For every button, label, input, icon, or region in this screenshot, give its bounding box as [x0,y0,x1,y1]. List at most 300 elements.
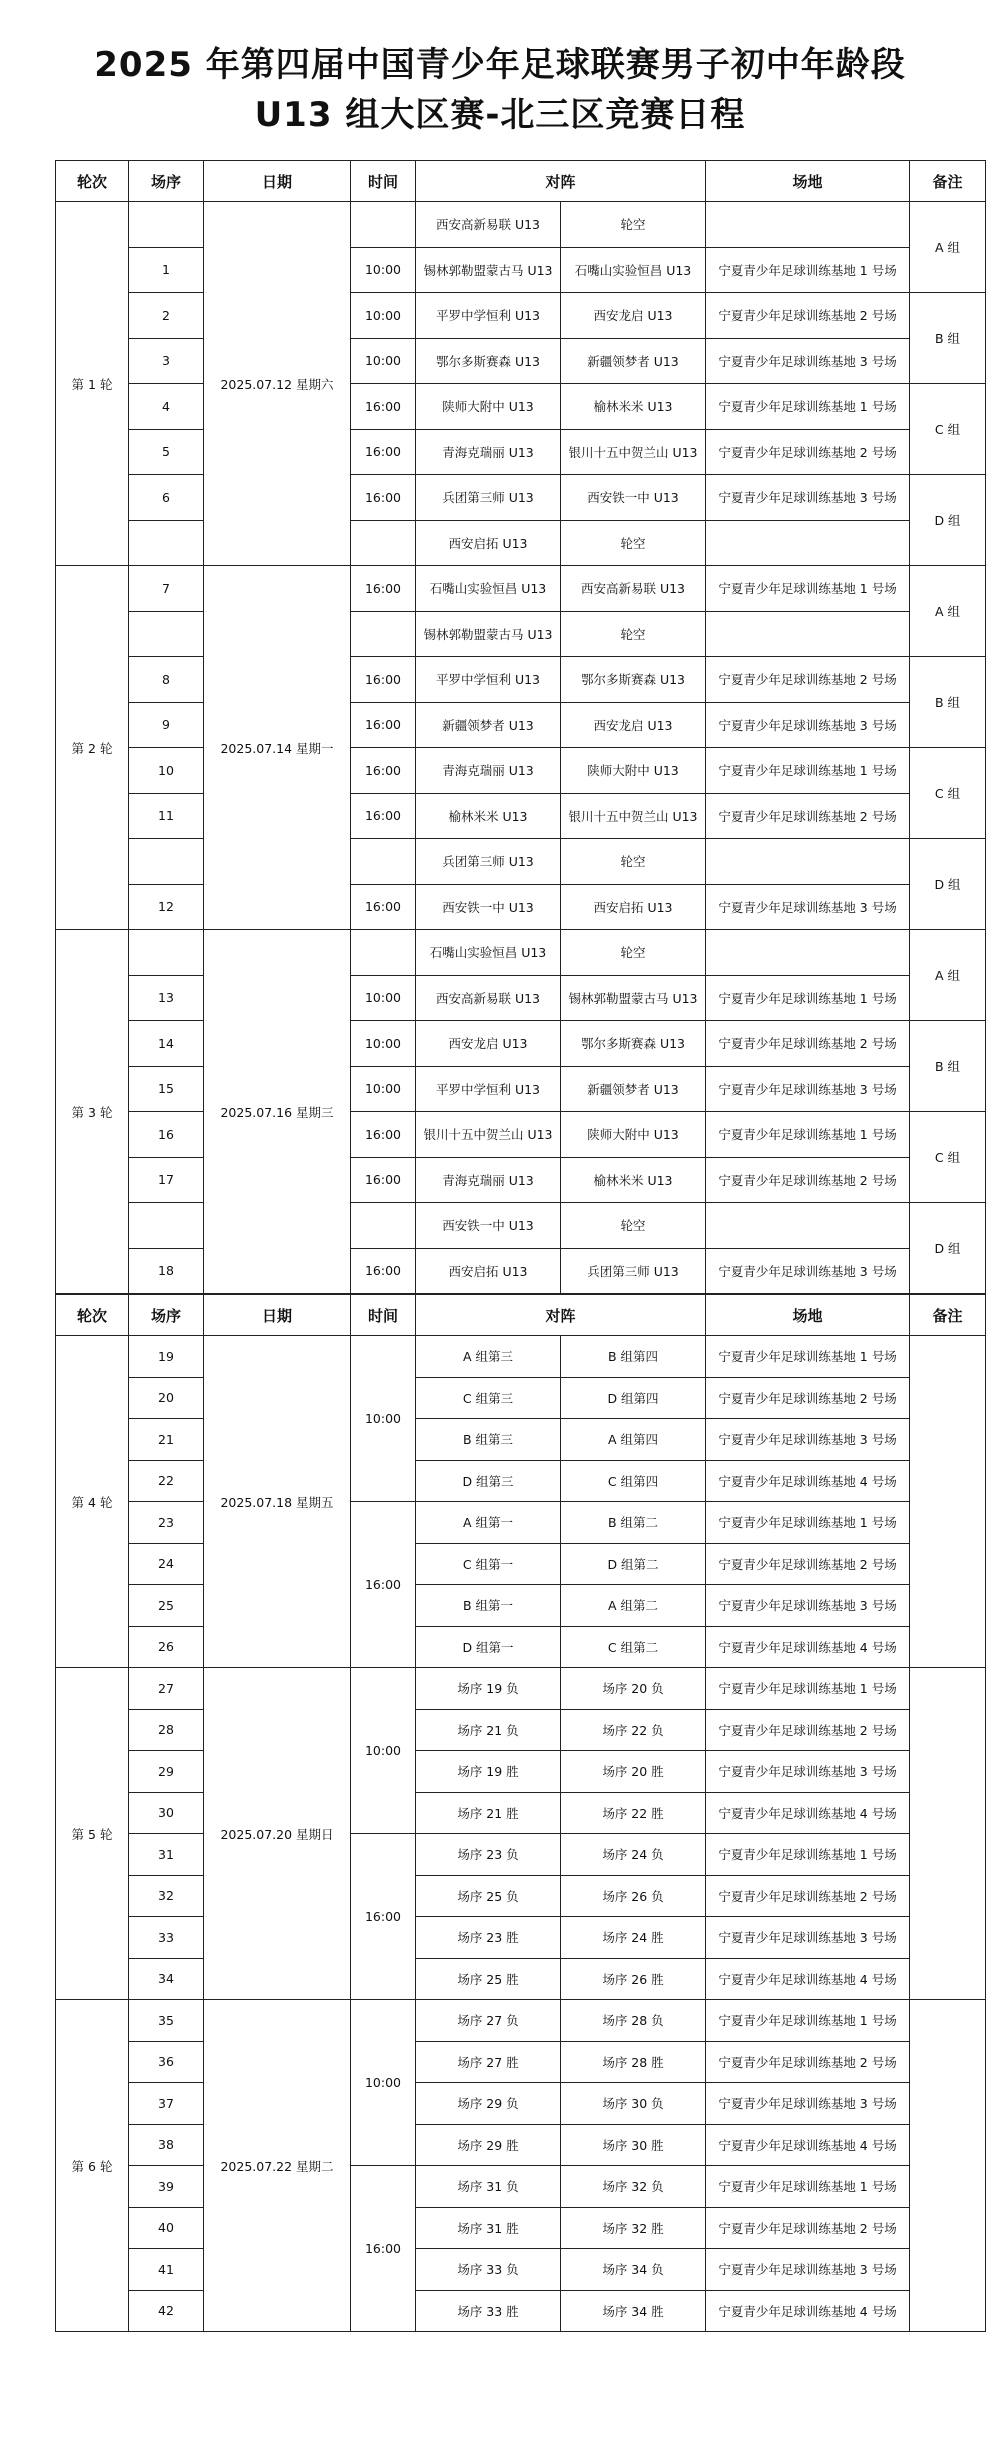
match-number-cell: 33 [129,1917,204,1959]
table-row [56,839,986,885]
group-note-cell: A 组 [910,202,986,293]
header-date: 日期 [204,161,351,202]
away-team-cell: 轮空 [561,839,706,885]
round-cell: 第 2 轮 [56,566,129,930]
venue-cell: 宁夏青少年足球训练基地 2 号场 [706,293,910,339]
venue-cell: 宁夏青少年足球训练基地 4 号场 [706,2290,910,2332]
match-number-cell: 1 [129,247,204,293]
time-cell [351,202,416,248]
document-title-line-1: 2025 年第四届中国青少年足球联赛男子初中年龄段 [94,45,906,85]
home-team-cell: 青海克瑞丽 U13 [416,1157,561,1203]
home-team-cell: 榆林米米 U13 [416,793,561,839]
venue-cell: 宁夏青少年足球训练基地 2 号场 [706,2207,910,2249]
time-cell: 10:00 [351,247,416,293]
group-note-cell: B 组 [910,1021,986,1112]
home-team-cell: 兵团第三师 U13 [416,839,561,885]
home-team-cell: 青海克瑞丽 U13 [416,748,561,794]
venue-cell: 宁夏青少年足球训练基地 1 号场 [706,1502,910,1544]
table-row [56,930,986,976]
venue-cell: 宁夏青少年足球训练基地 1 号场 [706,2000,910,2042]
venue-cell [706,839,910,885]
home-team-cell: 石嘴山实验恒昌 U13 [416,930,561,976]
time-cell [351,520,416,566]
venue-cell: 宁夏青少年足球训练基地 2 号场 [706,1157,910,1203]
away-team-cell: 场序 26 胜 [561,1958,706,2000]
match-number-cell: 29 [129,1751,204,1793]
group-note-cell: D 组 [910,475,986,566]
round-cell: 第 4 轮 [56,1336,129,1668]
match-number-cell: 35 [129,2000,204,2042]
table-row [56,384,986,430]
time-cell: 16:00 [351,657,416,703]
date-cell: 2025.07.18 星期五 [204,1336,351,1668]
away-team-cell: B 组第二 [561,1502,706,1544]
venue-cell: 宁夏青少年足球训练基地 3 号场 [706,2249,910,2291]
group-note-cell: C 组 [910,384,986,475]
home-team-cell: 场序 33 负 [416,2249,561,2291]
table-row [56,2124,986,2166]
venue-cell: 宁夏青少年足球训练基地 1 号场 [706,2166,910,2208]
home-team-cell: 场序 31 负 [416,2166,561,2208]
time-cell: 10:00 [351,1668,416,1834]
time-cell: 16:00 [351,475,416,521]
table-row [56,2083,986,2125]
away-team-cell: 场序 22 负 [561,1709,706,1751]
header-round: 轮次 [56,1295,129,1336]
match-number-cell: 21 [129,1419,204,1461]
group-note-cell: A 组 [910,930,986,1021]
match-number-cell: 19 [129,1336,204,1378]
away-team-cell: 榆林米米 U13 [561,1157,706,1203]
venue-cell [706,611,910,657]
table-row [56,1377,986,1419]
home-team-cell: 平罗中学恒利 U13 [416,1066,561,1112]
match-number-cell: 24 [129,1543,204,1585]
away-team-cell: 兵团第三师 U13 [561,1248,706,1294]
home-team-cell: A 组第一 [416,1502,561,1544]
home-team-cell: 锡林郭勒盟蒙古马 U13 [416,611,561,657]
home-team-cell: 场序 23 负 [416,1834,561,1876]
home-team-cell: 青海克瑞丽 U13 [416,429,561,475]
table-row [56,793,986,839]
time-cell [351,930,416,976]
away-team-cell: 鄂尔多斯赛森 U13 [561,1021,706,1067]
table-row [56,1419,986,1461]
header-matchup: 对阵 [416,161,706,202]
venue-cell: 宁夏青少年足球训练基地 2 号场 [706,793,910,839]
venue-cell: 宁夏青少年足球训练基地 1 号场 [706,247,910,293]
table-row [56,202,986,248]
away-team-cell: 轮空 [561,1203,706,1249]
date-cell: 2025.07.12 星期六 [204,202,351,566]
venue-cell [706,202,910,248]
round-cell: 第 1 轮 [56,202,129,566]
away-team-cell: 银川十五中贺兰山 U13 [561,429,706,475]
match-number-cell: 3 [129,338,204,384]
table-row [56,429,986,475]
table-row [56,702,986,748]
group-note-cell: D 组 [910,1203,986,1294]
away-team-cell: 锡林郭勒盟蒙古马 U13 [561,975,706,1021]
away-team-cell: D 组第四 [561,1377,706,1419]
home-team-cell: 西安高新易联 U13 [416,975,561,1021]
home-team-cell: 场序 29 负 [416,2083,561,2125]
match-number-cell: 36 [129,2041,204,2083]
away-team-cell: B 组第四 [561,1336,706,1378]
time-cell: 16:00 [351,884,416,930]
time-cell: 10:00 [351,1336,416,1502]
away-team-cell: 西安高新易联 U13 [561,566,706,612]
match-number-cell: 8 [129,657,204,703]
match-number-cell: 2 [129,293,204,339]
away-team-cell: 场序 28 负 [561,2000,706,2042]
venue-cell: 宁夏青少年足球训练基地 2 号场 [706,1875,910,1917]
table-row [56,975,986,1021]
match-number-cell [129,839,204,885]
table-row [56,1875,986,1917]
home-team-cell: 银川十五中贺兰山 U13 [416,1112,561,1158]
away-team-cell: 场序 30 负 [561,2083,706,2125]
match-number-cell: 40 [129,2207,204,2249]
home-team-cell: 陕师大附中 U13 [416,384,561,430]
header-matchup: 对阵 [416,1295,706,1336]
venue-cell: 宁夏青少年足球训练基地 1 号场 [706,1834,910,1876]
home-team-cell: 场序 27 负 [416,2000,561,2042]
table-row [56,1203,986,1249]
away-team-cell: 新疆领梦者 U13 [561,1066,706,1112]
away-team-cell: 轮空 [561,520,706,566]
time-cell: 16:00 [351,1157,416,1203]
home-team-cell: C 组第一 [416,1543,561,1585]
match-number-cell: 7 [129,566,204,612]
venue-cell: 宁夏青少年足球训练基地 2 号场 [706,1543,910,1585]
away-team-cell: 轮空 [561,930,706,976]
table-row [56,1460,986,1502]
venue-cell: 宁夏青少年足球训练基地 4 号场 [706,1626,910,1668]
away-team-cell: 银川十五中贺兰山 U13 [561,793,706,839]
home-team-cell: 新疆领梦者 U13 [416,702,561,748]
table-row [56,1709,986,1751]
match-number-cell: 15 [129,1066,204,1112]
venue-cell: 宁夏青少年足球训练基地 1 号场 [706,1668,910,1710]
away-team-cell: 场序 24 胜 [561,1917,706,1959]
match-number-cell: 14 [129,1021,204,1067]
table-row [56,1626,986,1668]
table-row [56,1066,986,1112]
group-note-cell: D 组 [910,839,986,930]
note-cell [910,1336,986,1668]
away-team-cell: 陕师大附中 U13 [561,748,706,794]
round-cell: 第 6 轮 [56,2000,129,2332]
table-row [56,1543,986,1585]
home-team-cell: D 组第三 [416,1460,561,1502]
header-time: 时间 [351,1295,416,1336]
away-team-cell: 陕师大附中 U13 [561,1112,706,1158]
date-cell: 2025.07.14 星期一 [204,566,351,930]
table-row [56,1157,986,1203]
venue-cell: 宁夏青少年足球训练基地 1 号场 [706,566,910,612]
document-title-line-2: U13 组大区赛-北三区竞赛日程 [254,95,746,135]
time-cell: 10:00 [351,338,416,384]
table-row [56,2000,986,2042]
venue-cell: 宁夏青少年足球训练基地 4 号场 [706,1792,910,1834]
away-team-cell: A 组第四 [561,1419,706,1461]
time-cell: 16:00 [351,702,416,748]
venue-cell: 宁夏青少年足球训练基地 2 号场 [706,2041,910,2083]
home-team-cell: 西安龙启 U13 [416,1021,561,1067]
venue-cell: 宁夏青少年足球训练基地 3 号场 [706,1917,910,1959]
match-number-cell: 37 [129,2083,204,2125]
time-cell [351,839,416,885]
venue-cell: 宁夏青少年足球训练基地 2 号场 [706,657,910,703]
home-team-cell: 场序 25 胜 [416,1958,561,2000]
header-match-number: 场序 [129,1295,204,1336]
header-time: 时间 [351,161,416,202]
away-team-cell: 场序 20 负 [561,1668,706,1710]
venue-cell: 宁夏青少年足球训练基地 1 号场 [706,975,910,1021]
home-team-cell: 平罗中学恒利 U13 [416,657,561,703]
home-team-cell: 场序 31 胜 [416,2207,561,2249]
home-team-cell: 场序 25 负 [416,1875,561,1917]
match-number-cell: 30 [129,1792,204,1834]
venue-cell [706,930,910,976]
venue-cell: 宁夏青少年足球训练基地 3 号场 [706,1751,910,1793]
away-team-cell: 场序 26 负 [561,1875,706,1917]
time-cell: 10:00 [351,975,416,1021]
venue-cell: 宁夏青少年足球训练基地 3 号场 [706,475,910,521]
table-row [56,1021,986,1067]
match-number-cell [129,520,204,566]
home-team-cell: 场序 21 胜 [416,1792,561,1834]
venue-cell: 宁夏青少年足球训练基地 3 号场 [706,2083,910,2125]
away-team-cell: A 组第二 [561,1585,706,1627]
schedule-table-group-stage [55,160,986,1294]
venue-cell: 宁夏青少年足球训练基地 1 号场 [706,1112,910,1158]
group-note-cell: A 组 [910,566,986,657]
table-row [56,1248,986,1294]
venue-cell: 宁夏青少年足球训练基地 2 号场 [706,1377,910,1419]
time-cell: 10:00 [351,293,416,339]
table-header-row [56,1295,986,1336]
home-team-cell: B 组第一 [416,1585,561,1627]
time-cell: 16:00 [351,566,416,612]
match-number-cell: 28 [129,1709,204,1751]
round-cell: 第 3 轮 [56,930,129,1294]
table-row [56,1751,986,1793]
table-row [56,1792,986,1834]
time-cell: 16:00 [351,793,416,839]
home-team-cell: 石嘴山实验恒昌 U13 [416,566,561,612]
table-header-row [56,161,986,202]
away-team-cell: C 组第四 [561,1460,706,1502]
table-row [56,2166,986,2208]
table-row [56,293,986,339]
match-number-cell: 11 [129,793,204,839]
header-venue: 场地 [706,161,910,202]
time-cell: 16:00 [351,1834,416,2000]
away-team-cell: 场序 34 负 [561,2249,706,2291]
group-note-cell: B 组 [910,657,986,748]
time-cell: 16:00 [351,748,416,794]
table-row [56,611,986,657]
table-row [56,1336,986,1378]
venue-cell: 宁夏青少年足球训练基地 3 号场 [706,884,910,930]
match-number-cell: 41 [129,2249,204,2291]
away-team-cell: 轮空 [561,611,706,657]
header-note: 备注 [910,1295,986,1336]
table-row [56,566,986,612]
away-team-cell: 场序 22 胜 [561,1792,706,1834]
group-note-cell: C 组 [910,748,986,839]
header-note: 备注 [910,161,986,202]
group-note-cell: C 组 [910,1112,986,1203]
venue-cell: 宁夏青少年足球训练基地 4 号场 [706,1958,910,2000]
time-cell: 10:00 [351,1021,416,1067]
away-team-cell: 轮空 [561,202,706,248]
venue-cell: 宁夏青少年足球训练基地 3 号场 [706,1066,910,1112]
home-team-cell: 西安铁一中 U13 [416,1203,561,1249]
away-team-cell: 场序 32 胜 [561,2207,706,2249]
time-cell: 16:00 [351,2166,416,2332]
away-team-cell: 鄂尔多斯赛森 U13 [561,657,706,703]
away-team-cell: 新疆领梦者 U13 [561,338,706,384]
match-number-cell: 6 [129,475,204,521]
header-venue: 场地 [706,1295,910,1336]
header-round: 轮次 [56,161,129,202]
venue-cell: 宁夏青少年足球训练基地 3 号场 [706,1419,910,1461]
table-row [56,657,986,703]
time-cell [351,611,416,657]
away-team-cell: 场序 30 胜 [561,2124,706,2166]
match-number-cell: 9 [129,702,204,748]
time-cell: 16:00 [351,1248,416,1294]
date-cell: 2025.07.20 星期日 [204,1668,351,2000]
home-team-cell: 场序 21 负 [416,1709,561,1751]
match-number-cell: 18 [129,1248,204,1294]
away-team-cell: 场序 34 胜 [561,2290,706,2332]
venue-cell: 宁夏青少年足球训练基地 4 号场 [706,1460,910,1502]
venue-cell: 宁夏青少年足球训练基地 3 号场 [706,338,910,384]
match-number-cell: 31 [129,1834,204,1876]
venue-cell: 宁夏青少年足球训练基地 4 号场 [706,2124,910,2166]
table-row [56,247,986,293]
note-cell [910,1668,986,2000]
venue-cell [706,1203,910,1249]
venue-cell: 宁夏青少年足球训练基地 2 号场 [706,1709,910,1751]
home-team-cell: 兵团第三师 U13 [416,475,561,521]
away-team-cell: 西安龙启 U13 [561,702,706,748]
away-team-cell: C 组第二 [561,1626,706,1668]
table-row [56,1668,986,1710]
table-row [56,1917,986,1959]
home-team-cell: 西安铁一中 U13 [416,884,561,930]
time-cell: 16:00 [351,384,416,430]
table-row [56,520,986,566]
home-team-cell: 鄂尔多斯赛森 U13 [416,338,561,384]
away-team-cell: 西安龙启 U13 [561,293,706,339]
schedule-table-knockout-stage [55,1294,986,2332]
match-number-cell [129,611,204,657]
time-cell [351,1203,416,1249]
table-row [56,2290,986,2332]
home-team-cell: 场序 29 胜 [416,2124,561,2166]
home-team-cell: D 组第一 [416,1626,561,1668]
table-row [56,1112,986,1158]
table-row [56,2249,986,2291]
match-number-cell: 39 [129,2166,204,2208]
note-cell [910,2000,986,2332]
home-team-cell: 场序 19 负 [416,1668,561,1710]
away-team-cell: 西安铁一中 U13 [561,475,706,521]
date-cell: 2025.07.16 星期三 [204,930,351,1294]
match-number-cell: 42 [129,2290,204,2332]
match-number-cell: 13 [129,975,204,1021]
home-team-cell: 场序 19 胜 [416,1751,561,1793]
home-team-cell: 场序 23 胜 [416,1917,561,1959]
home-team-cell: 西安启拓 U13 [416,520,561,566]
home-team-cell: 西安启拓 U13 [416,1248,561,1294]
match-number-cell: 22 [129,1460,204,1502]
match-number-cell: 38 [129,2124,204,2166]
match-number-cell: 5 [129,429,204,475]
venue-cell: 宁夏青少年足球训练基地 2 号场 [706,1021,910,1067]
home-team-cell: A 组第三 [416,1336,561,1378]
match-number-cell [129,930,204,976]
home-team-cell: C 组第三 [416,1377,561,1419]
date-cell: 2025.07.22 星期二 [204,2000,351,2332]
match-number-cell: 27 [129,1668,204,1710]
match-number-cell: 16 [129,1112,204,1158]
time-cell: 10:00 [351,1066,416,1112]
table-row [56,338,986,384]
venue-cell: 宁夏青少年足球训练基地 3 号场 [706,702,910,748]
match-number-cell: 12 [129,884,204,930]
venue-cell: 宁夏青少年足球训练基地 3 号场 [706,1585,910,1627]
match-number-cell: 4 [129,384,204,430]
away-team-cell: 场序 28 胜 [561,2041,706,2083]
venue-cell: 宁夏青少年足球训练基地 2 号场 [706,429,910,475]
table-row [56,1502,986,1544]
table-row [56,1834,986,1876]
match-number-cell: 10 [129,748,204,794]
venue-cell [706,520,910,566]
table-row [56,475,986,521]
away-team-cell: 榆林米米 U13 [561,384,706,430]
time-cell: 16:00 [351,1112,416,1158]
home-team-cell: 西安高新易联 U13 [416,202,561,248]
match-number-cell: 32 [129,1875,204,1917]
venue-cell: 宁夏青少年足球训练基地 1 号场 [706,384,910,430]
table-row [56,884,986,930]
away-team-cell: 场序 24 负 [561,1834,706,1876]
match-number-cell: 17 [129,1157,204,1203]
match-number-cell [129,1203,204,1249]
table-row [56,1958,986,2000]
venue-cell: 宁夏青少年足球训练基地 1 号场 [706,1336,910,1378]
away-team-cell: D 组第二 [561,1543,706,1585]
table-row [56,2207,986,2249]
time-cell: 16:00 [351,429,416,475]
home-team-cell: B 组第三 [416,1419,561,1461]
header-date: 日期 [204,1295,351,1336]
match-number-cell: 26 [129,1626,204,1668]
home-team-cell: 场序 27 胜 [416,2041,561,2083]
header-match-number: 场序 [129,161,204,202]
venue-cell: 宁夏青少年足球训练基地 3 号场 [706,1248,910,1294]
time-cell: 16:00 [351,1502,416,1668]
round-cell: 第 5 轮 [56,1668,129,2000]
away-team-cell: 场序 20 胜 [561,1751,706,1793]
